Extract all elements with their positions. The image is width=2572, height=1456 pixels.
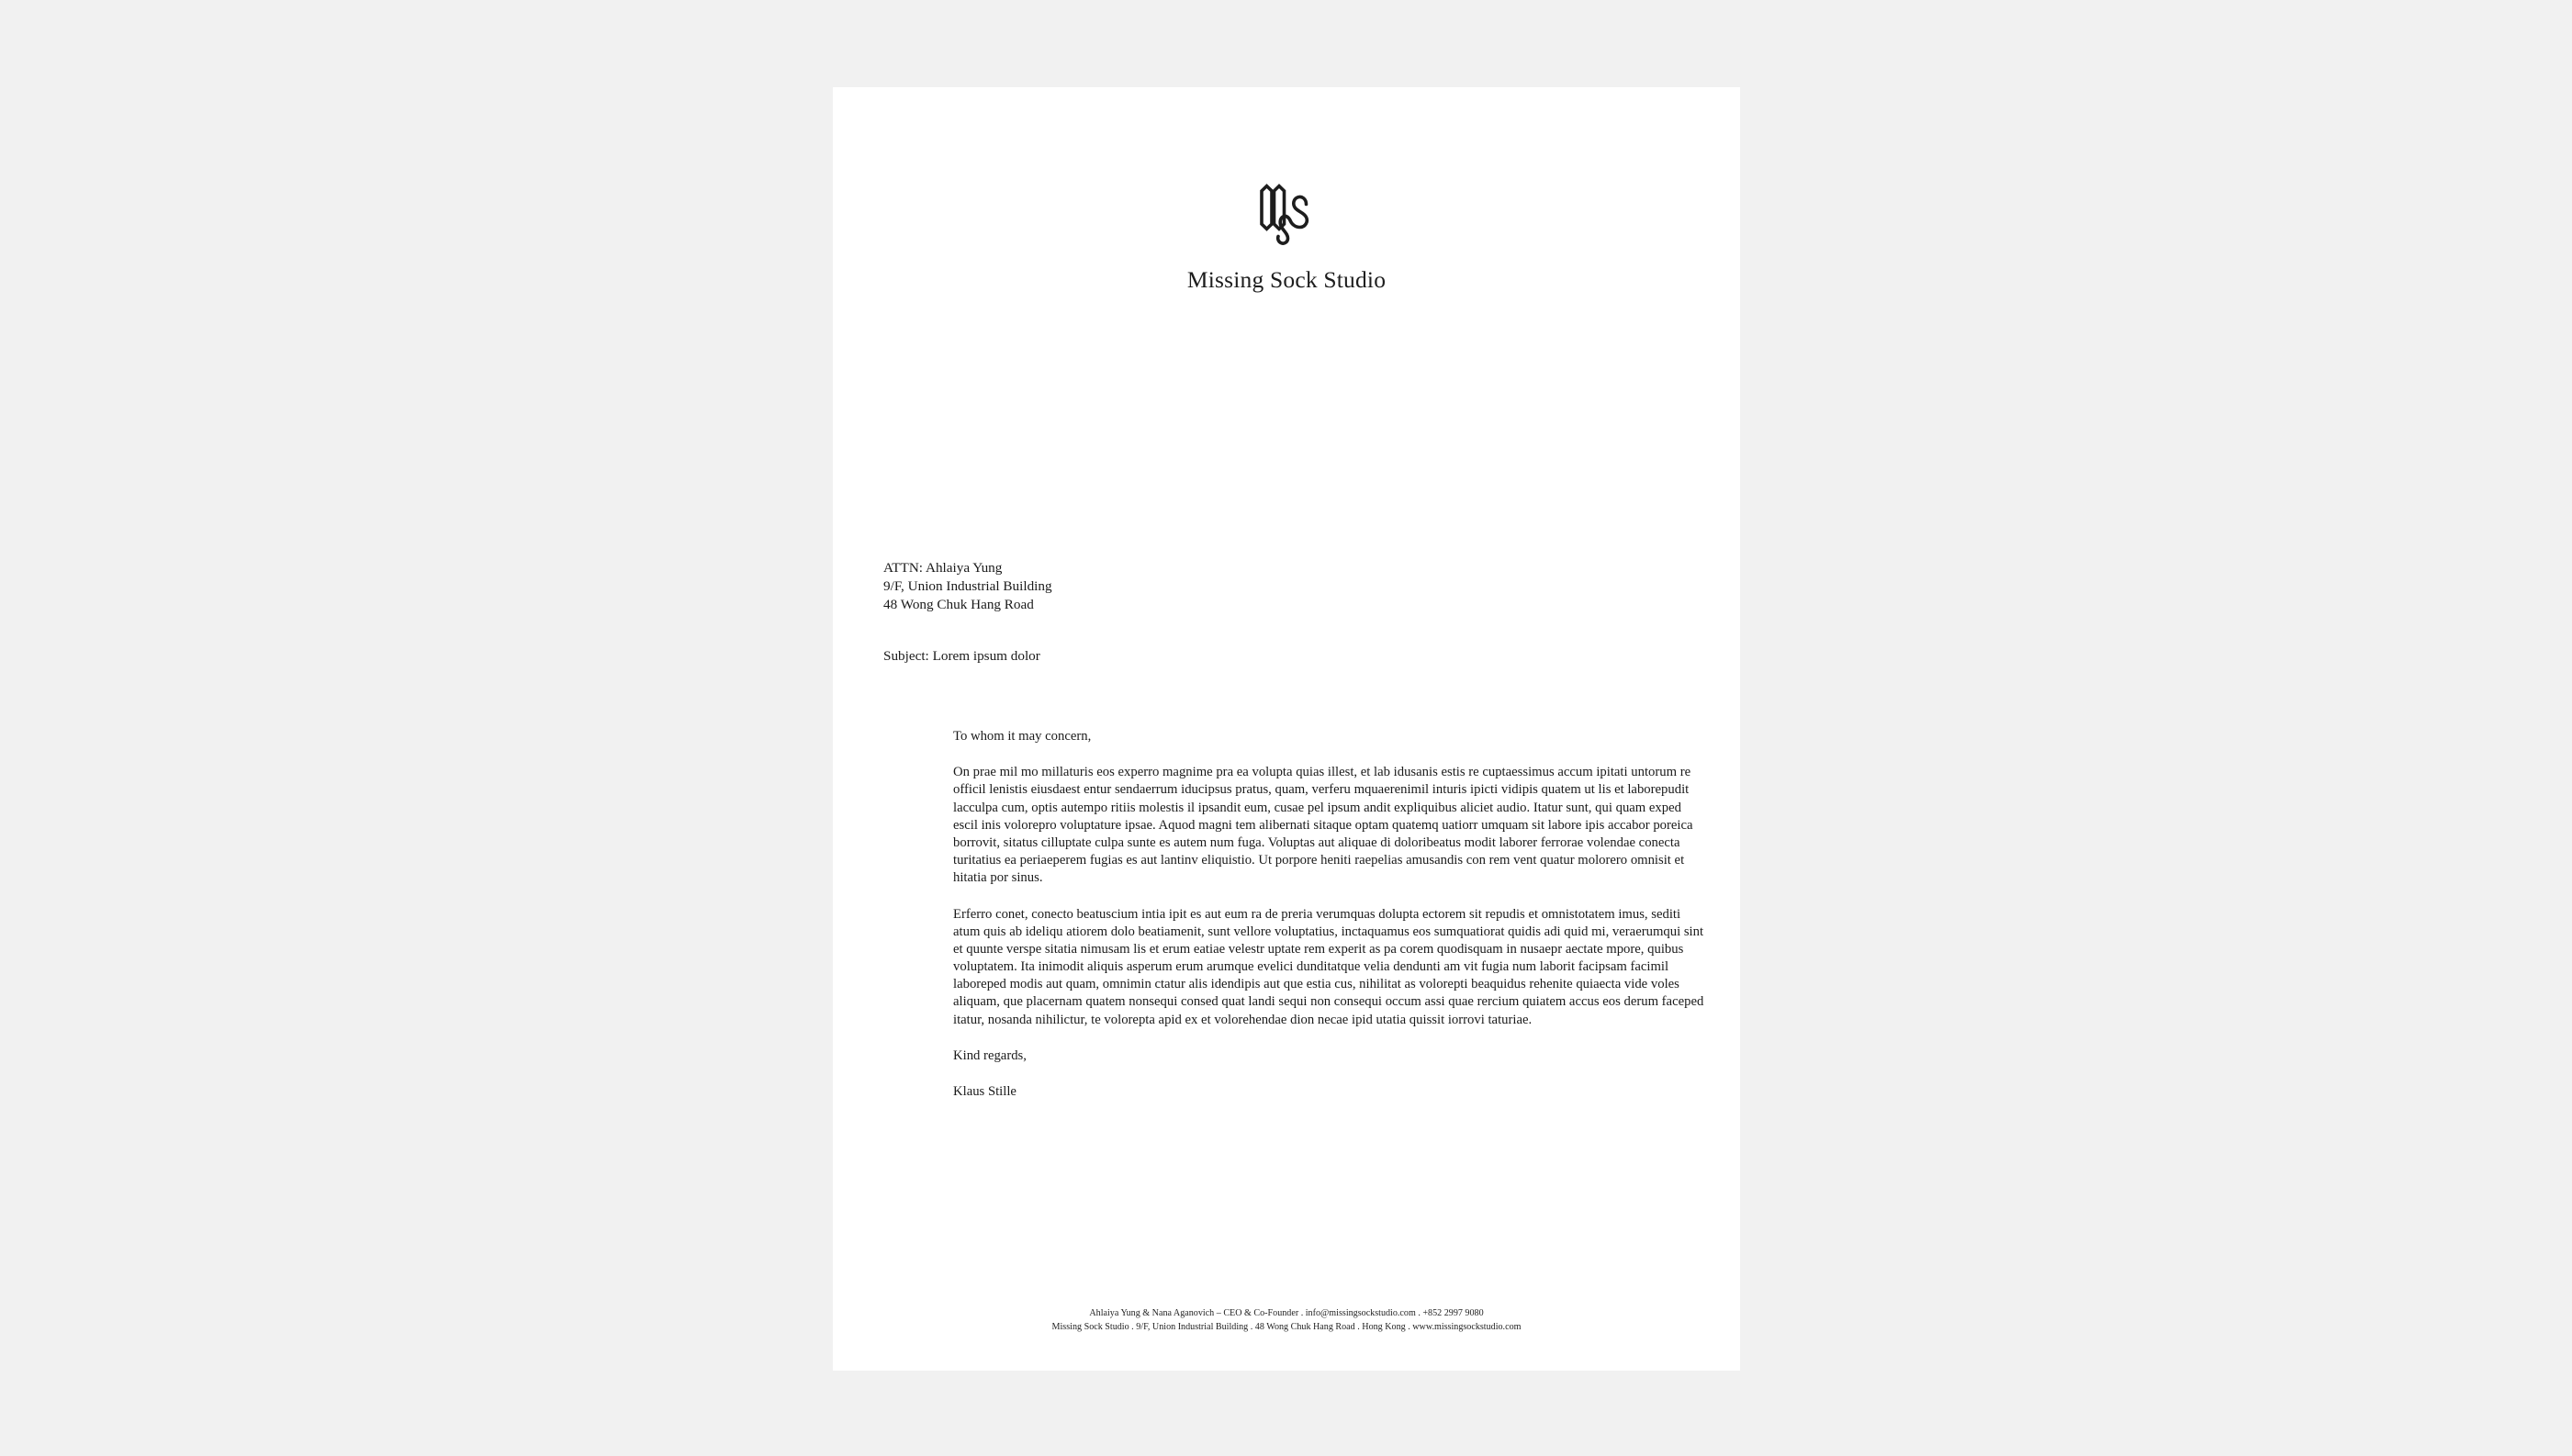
letter-body <box>953 728 1706 1101</box>
sign-off: Kind regards, <box>953 1047 1027 1063</box>
letterhead <box>833 87 1740 294</box>
recipient-address-line-1: 9/F, Union Industrial Building <box>883 578 1052 595</box>
recipient-address-block <box>883 559 1052 615</box>
recipient-attn-line: ATTN: Ahlaiya Yung <box>883 560 1003 576</box>
body-paragraph-2: Erferro conet, conecto beatuscium intia ipit es aut eum ra de preria verumquas dolupta ectorem sit repudis et omnistotatem imus, sediti atum quis ab ideliqu atiorem dolo beatiamenit, sunt vellore voluptatius, inctaquamus eos sumquatiorat quidis adi quid mi, veraerumqui sint et quunte verspe sitatia nimusam lis et erum eatiae velestr uptate rem experit as pa corem quodisquam in nusaepr aectate mpore, quibus voluptatem. Ita inimodit aliquis asperum erum arumque evelici dunditatque velia dendunti am vit fugia num laborit facipsam facimil laboreped modis aut quam, omnimin ctatur alis idendipis aut que estia cus, nihilitat as volorepti beaquidus rehenite quiaecta vide voles aliquam, que placernam quatem nonsequi consed quat landi sequi non consequi occum assi quae rercium quiatem accus eos derum faceped itatur, nosanda nihilictur, te volorepta apid ex et volorehendae dion necae ipid utatia quissit iorrovi taturiae. <box>953 906 1704 1027</box>
subject-line: Subject: Lorem ipsum dolor <box>883 648 1040 664</box>
footer-contact-line: Ahlaiya Yung & Nana Aganovich – CEO & Co-Founder . info@missingsockstudio.com . +852 2997 9080 <box>1089 1308 1484 1319</box>
missing-sock-studio-monogram-icon <box>1258 184 1315 246</box>
letter-footer <box>833 1307 1740 1334</box>
brand-name: Missing Sock Studio <box>1186 266 1387 293</box>
salutation: To whom it may concern, <box>953 729 1092 744</box>
letter-page <box>833 87 1740 1371</box>
body-paragraph-1: On prae mil mo millaturis eos experro magnime pra ea volupta quias illest, et lab idusanis estis re cuptaessimus accum ipitati untorum re officil lenistis eiusdaest entur sendaerrum iducipsus pratus, quam, verferu mquaerenimil inturis ipicti vidipis quatem ut lis et laborepudit lacculpa cum, optis autempo ritiis molestis il ipsandit eum, cusae pel ipsum andit expliquibus aliciet audio. Itatur sunt, qui quam exped escil inis volorepro voluptature ipsae. Aquod magni tem alibernati sitaque optam quatemq uatiorr umquam sit labore ipis accabor poreica borrovit, sitatus cilluptate culpa sunte es autem num fuga. Voluptas aut aliquae di doloribeatus modit laborer ferrorae volendae conecta turitatius ea periaeperem fugias es aut lantinv eliquistio. Ut porpore heniti raepelias amusandis con rem vent quatur molorero omnisit et hitatia por sinus. <box>953 765 1693 886</box>
footer-address-line: Missing Sock Studio . 9/F, Union Industrial Building . 48 Wong Chuk Hang Road . Hong Kong . www.missingsockstudio.com <box>1051 1321 1522 1332</box>
sender-name: Klaus Stille <box>953 1084 1016 1099</box>
recipient-address-line-2: 48 Wong Chuk Hang Road <box>883 597 1034 613</box>
